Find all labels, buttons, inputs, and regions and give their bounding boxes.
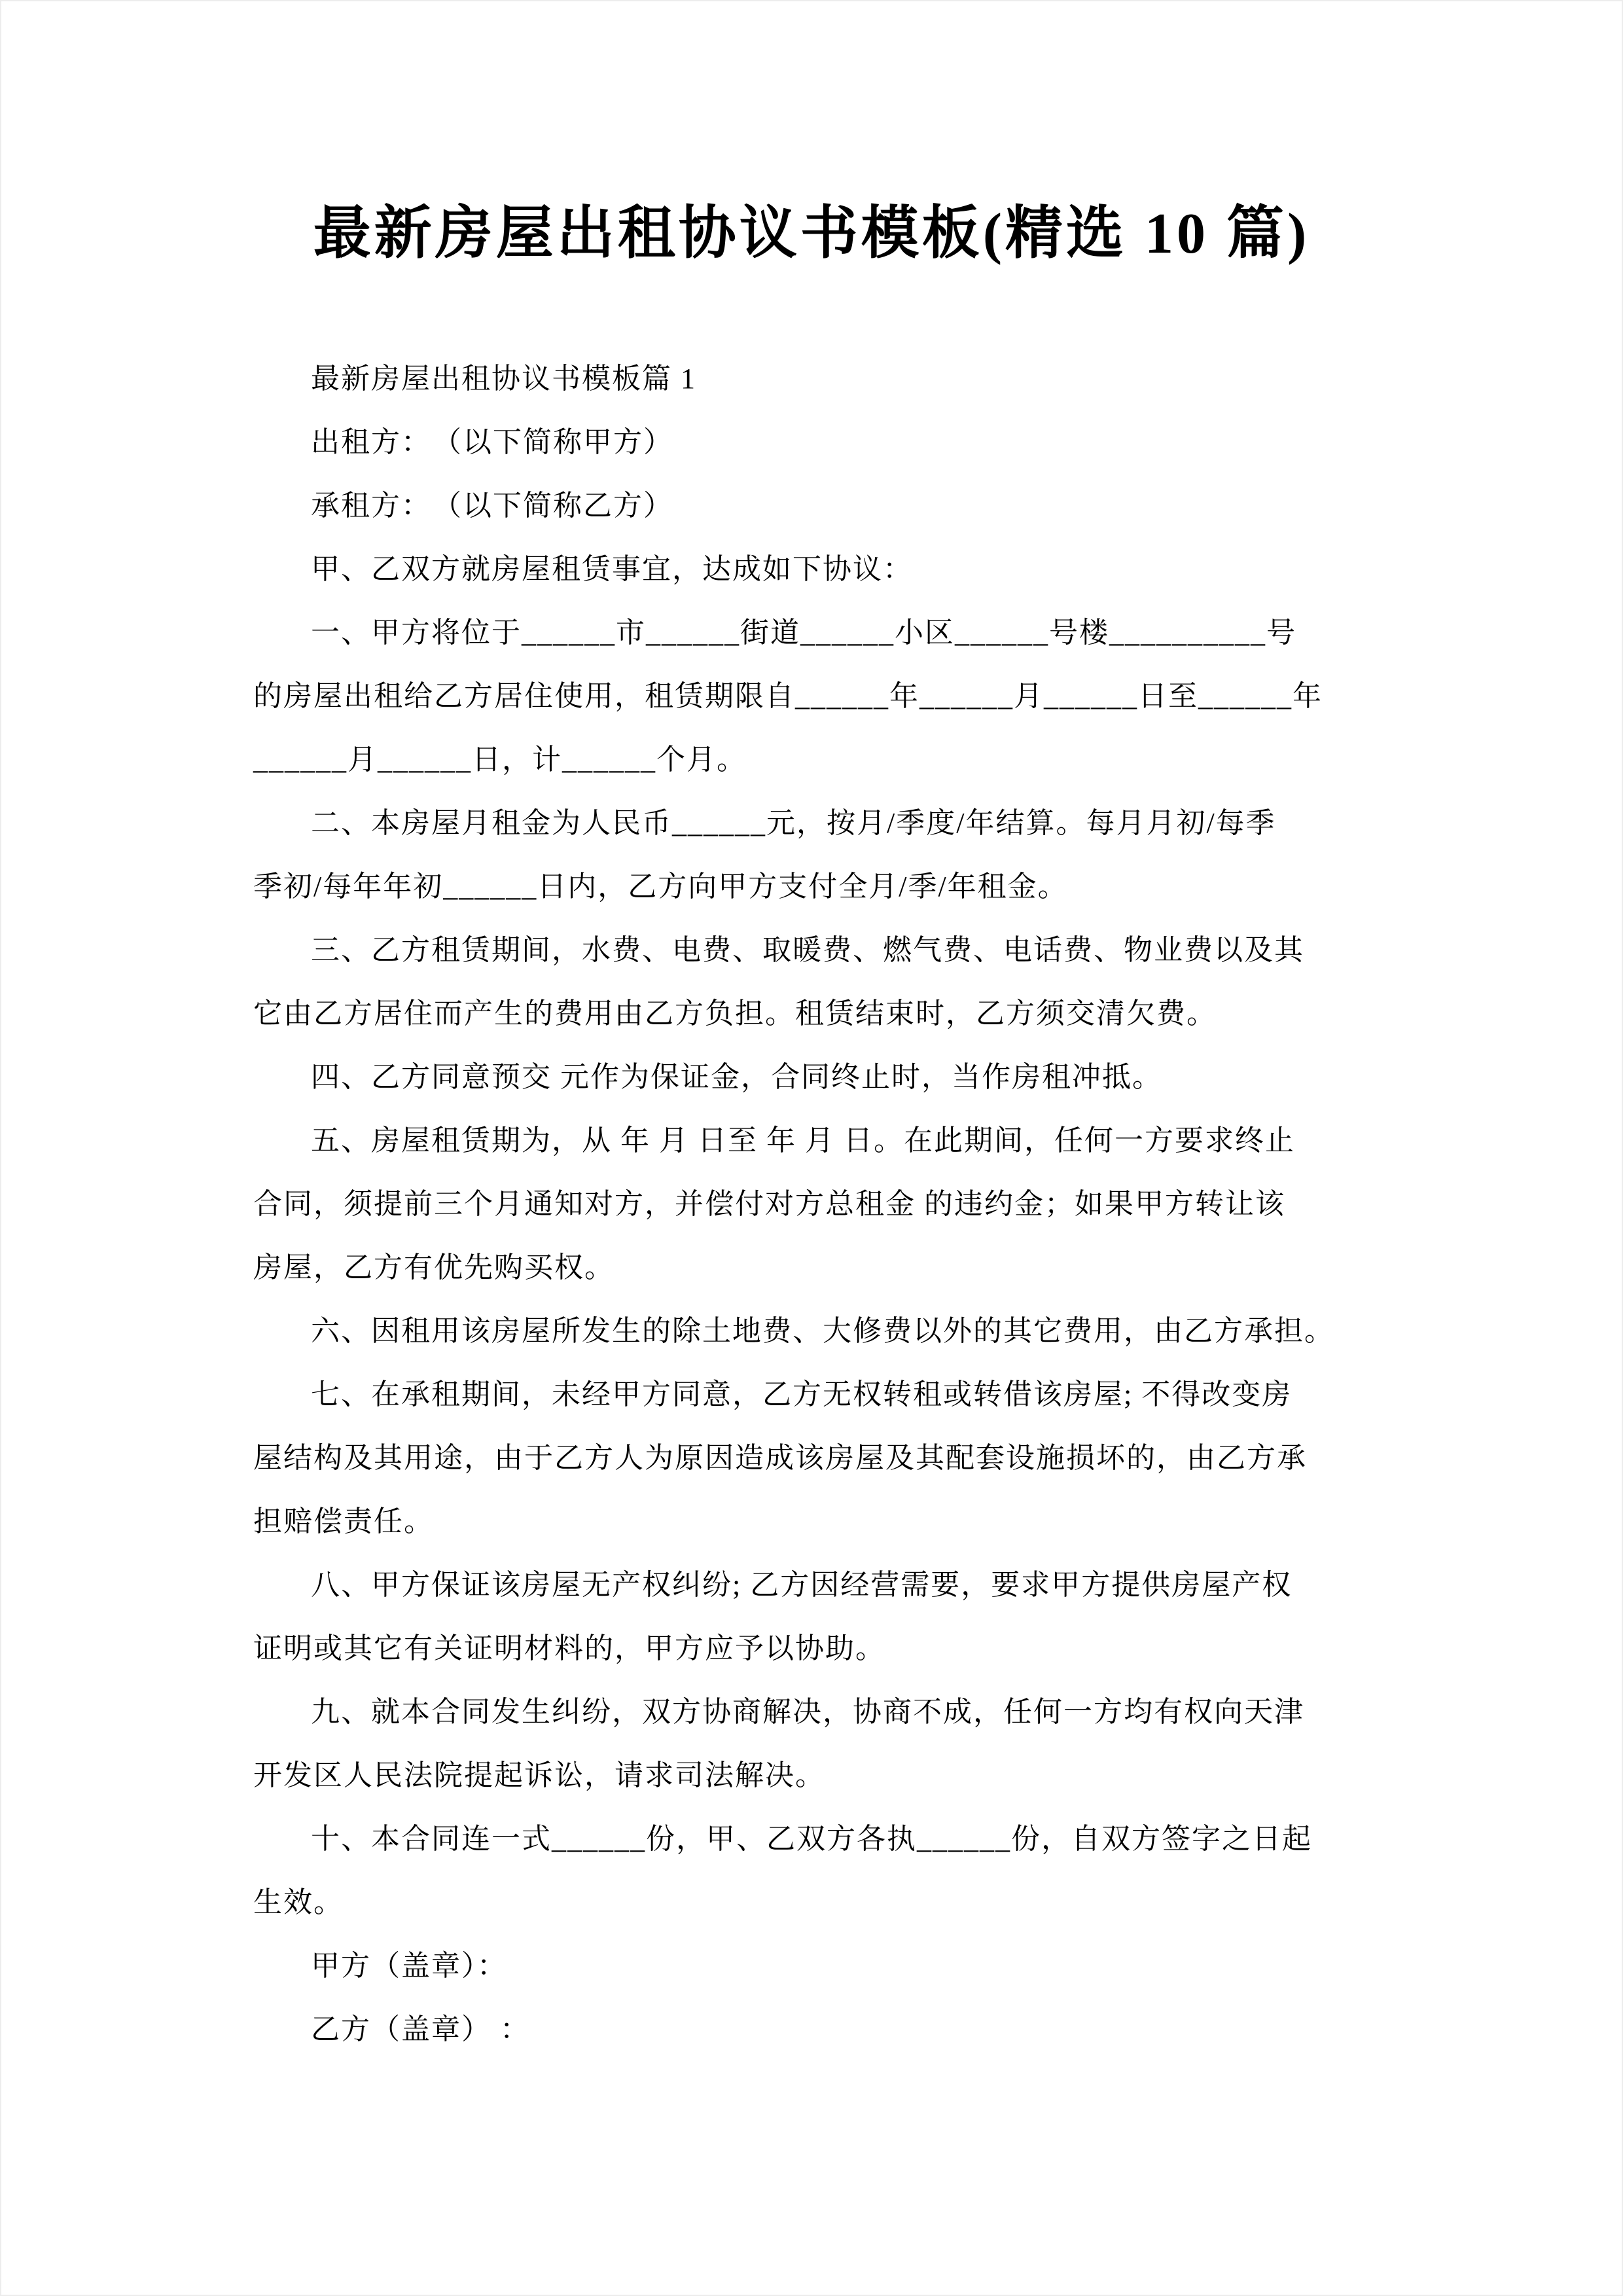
text-line: 屋结构及其用途，由于乙方人为原因造成该房屋及其配套设施损坏的，由乙方承 <box>253 1442 1307 1474</box>
text-line: 二、本房屋月租金为人民币______元，按月/季度/年结算。每月月初/每季 <box>311 807 1276 839</box>
text-line: 甲方（盖章）： <box>311 1950 507 1982</box>
text-line: 证明或其它有关证明材料的，甲方应予以协助。 <box>253 1632 885 1664</box>
text-line: 十、本合同连一式______份，甲、乙双方各执______份，自双方签字之日起 <box>311 1823 1312 1855</box>
text-line: 七、在承租期间，未经甲方同意，乙方无权转租或转借该房屋; 不得改变房 <box>311 1378 1293 1410</box>
text-line: 乙方（盖章） ： <box>311 2013 530 2045</box>
text-line: 担赔偿责任。 <box>253 1505 434 1537</box>
text-line: ______月______日，计______个月。 <box>253 744 747 776</box>
text-line: 开发区人民法院提起诉讼，请求司法解决。 <box>253 1759 825 1791</box>
text-line: 出租方： （以下简称甲方） <box>311 426 673 458</box>
text-line: 五、房屋租赁期为，从 年 月 日至 年 月 日。在此期间，任何一方要求终止 <box>311 1124 1295 1157</box>
text-line: 它由乙方居住而产生的费用由乙方负担。租赁结束时，乙方须交清欠费。 <box>253 997 1217 1030</box>
contract-body <box>1 347 1622 2061</box>
text-line: 合同，须提前三个月通知对方，并偿付对方总租金 的违约金；如果甲方转让该 <box>253 1188 1285 1220</box>
text-line: 四、乙方同意预交 元作为保证金，合同终止时，当作房租冲抵。 <box>311 1061 1162 1093</box>
document-title: 最新房屋出租协议书模板(精选 10 篇) <box>313 202 1310 266</box>
text-line: 六、因租用该房屋所发生的除土地费、大修费以外的其它费用，由乙方承担。 <box>311 1315 1334 1347</box>
text-line: 一、甲方将位于______市______街道______小区______号楼__________号 <box>311 617 1296 649</box>
text-line: 生效。 <box>253 1886 344 1918</box>
text-line: 九、就本合同发生纠纷，双方协商解决，协商不成，任何一方均有权向天津 <box>311 1696 1304 1728</box>
text-line: 三、乙方租赁期间，水费、电费、取暖费、燃气费、电话费、物业费以及其 <box>311 934 1304 966</box>
text-line: 的房屋出租给乙方居住使用，租赁期限自______年______月______日至______年 <box>253 680 1323 712</box>
text-line: 房屋，乙方有优先购买权。 <box>253 1251 615 1283</box>
text-line: 八、甲方保证该房屋无产权纠纷; 乙方因经营需要，要求甲方提供房屋产权 <box>311 1569 1293 1601</box>
text-line: 季初/每年年初______日内，乙方向甲方支付全月/季/年租金。 <box>253 870 1068 903</box>
text-line: 承租方： （以下简称乙方） <box>311 490 673 522</box>
text-line: 甲、乙双方就房屋租赁事宜，达成如下协议： <box>311 553 913 585</box>
text-line: 最新房屋出租协议书模板篇 1 <box>311 363 696 395</box>
